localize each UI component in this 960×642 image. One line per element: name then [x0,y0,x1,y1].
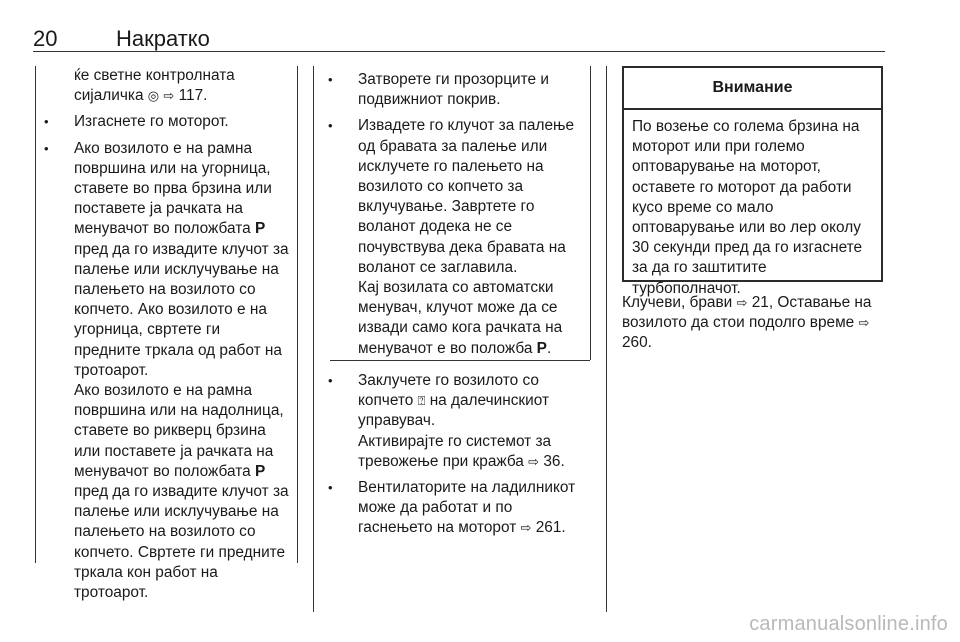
paragraph: Кај возилата со автоматски менувач, клучот може да се извади само кога рачката на менувачот е во положба P. [358,279,563,357]
warning-title: Внимание [624,68,881,110]
list-item: • Ако возилото е на рамна површина или на угорница, ставете во прва брзина или поставете ја рачката на менувачот во положбата P пред да го извадите клучот за палење или исклучување на палењето на возилото со копчето. Ако возилото е на угорница, свртете ги предните тркала од работ на тротоарот. [44,139,289,379]
column-divider-right-b [606,66,607,612]
list-item: • Вентилаторите на ладилникот може да работат и по гаснењето на моторот ⇨ 261. [328,479,576,537]
column-divider-mid [313,66,314,612]
column-divider-mid-left [297,66,298,563]
list-item: • Затворете ги прозорците и подвижниот покрив. [328,71,549,109]
arrow-right-icon: ⇨ [520,520,532,536]
column-2-lower [328,371,590,539]
bullet-icon: • [328,118,333,134]
bullet-icon: • [44,140,49,156]
arrow-right-icon: ⇨ [858,315,870,331]
box-bottom-rule [330,360,590,361]
watermark: carmanualsonline.info [749,613,948,635]
column-3 [622,293,888,354]
warning-light-icon: ◎ [147,88,160,104]
warning-body: По возење со голема брзина на моторот или при големо оптоварување на моторот, оставете го моторот да работи кусо време со мало оптоварување или во лер околу 30 секунди пред да го изгаснете за да го заштитите турбополначот. [632,118,863,297]
list-item: • Изгаснете го моторот. [74,112,290,132]
list-item: • Извадете го клучот за палење од бравата за палење или исклучете го палењето на возилото со копчето за вклучување. Завртете го воланот додека не се почувствува дека бравата на воланот се заглавила. [328,117,575,276]
header-rule [33,51,885,52]
warning-box [622,66,883,297]
bullet-icon: • [44,114,49,130]
cross-reference-paragraph: Клучеви, брави ⇨ 21, Оставање на возилото да стои подолго време ⇨ 260. [622,294,872,352]
arrow-right-icon: ⇨ [163,88,175,104]
column-1 [44,66,290,603]
bullet-icon: • [328,72,333,87]
paragraph: Активирајте го системот за тревожење при кражба ⇨ 36. [358,432,565,470]
arrow-right-icon: ⇨ [528,453,540,469]
bullet-icon: • [328,373,333,388]
arrow-right-icon: ⇨ [736,295,748,310]
bullet-icon: • [328,480,333,496]
column-divider-right-a [590,66,591,360]
col1-continuation: ќе светне контролната сијаличка ◎ ⇨ 117. [74,67,235,105]
list-item: • Заклучете го возилото со копчето ⍰ на далечинскиот управувач. [328,372,550,430]
page-title: Накратко [116,26,210,51]
page-number: 20 [33,26,58,51]
column-2 [328,70,582,359]
paragraph: Ако возилото е на рамна површина или на надолница, ставете во рикверц брзина или поставете ја рачката на менувачот во положбата P пред да го извадите клучот за палење или исклучување на палењето на возилото со копчето. Свртете ги предните тркала кон работ на тротоарот. [74,382,289,602]
key-fob-icon: ⍰ [417,393,426,409]
column-divider-left [35,66,36,563]
